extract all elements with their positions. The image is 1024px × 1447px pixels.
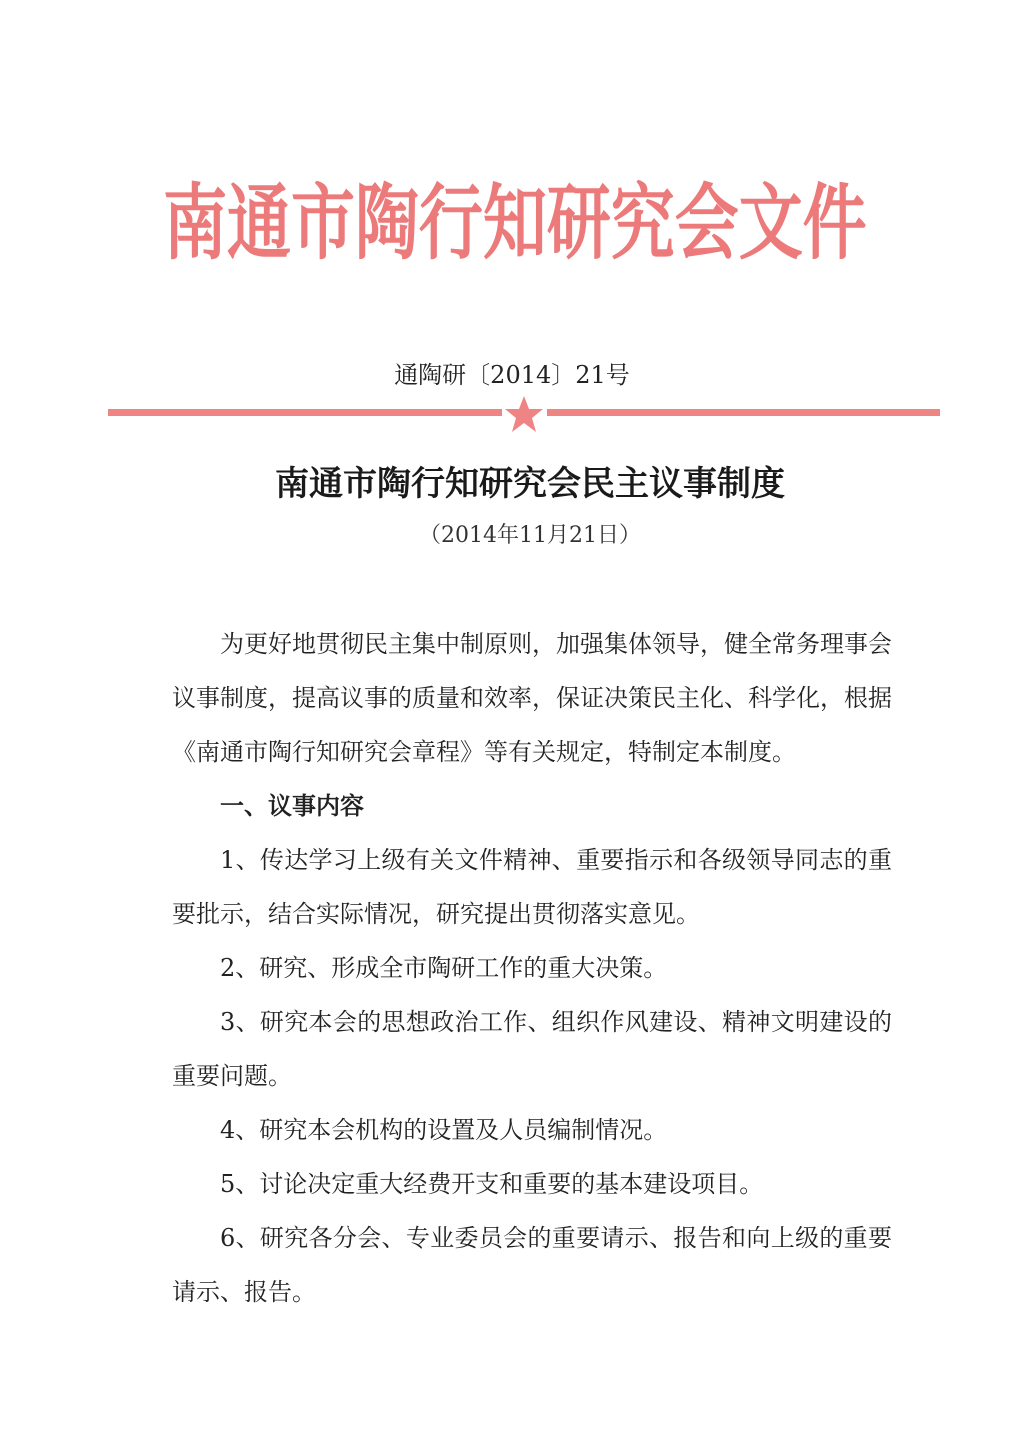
list-item: 2、研究、形成全市陶研工作的重大决策。 bbox=[220, 954, 668, 982]
document-number: 通陶研〔2014〕21号 bbox=[394, 361, 630, 389]
section-heading: 一、议事内容 bbox=[220, 791, 364, 820]
document-date: （2014年11月21日） bbox=[419, 523, 641, 548]
list-item: 3、研究本会的思想政治工作、组织作风建设、精神文明建设的重要问题。 bbox=[172, 1008, 892, 1090]
red-rule-right bbox=[547, 409, 940, 416]
list-item: 1、传达学习上级有关文件精神、重要指示和各级领导同志的重要批示，结合实际情况，研究提出贯彻落实意见。 bbox=[172, 846, 892, 928]
intro-paragraph: 为更好地贯彻民主集中制原则，加强集体领导，健全常务理事会议事制度，提高议事的质量和效率，保证决策民主化、科学化，根据《南通市陶行知研究会章程》等有关规定，特制定本制度。 bbox=[172, 630, 892, 766]
list-item: 4、研究本会机构的设置及人员编制情况。 bbox=[220, 1116, 668, 1144]
org-header-title: 南通市陶行知研究会文件 bbox=[163, 175, 867, 271]
red-star-icon bbox=[503, 394, 545, 434]
red-rule-left bbox=[108, 409, 502, 416]
document-title: 南通市陶行知研究会民主议事制度 bbox=[275, 464, 785, 504]
list-item: 5、讨论决定重大经费开支和重要的基本建设项目。 bbox=[220, 1170, 764, 1198]
list-item: 6、研究各分会、专业委员会的重要请示、报告和向上级的重要请示、报告。 bbox=[172, 1224, 892, 1306]
